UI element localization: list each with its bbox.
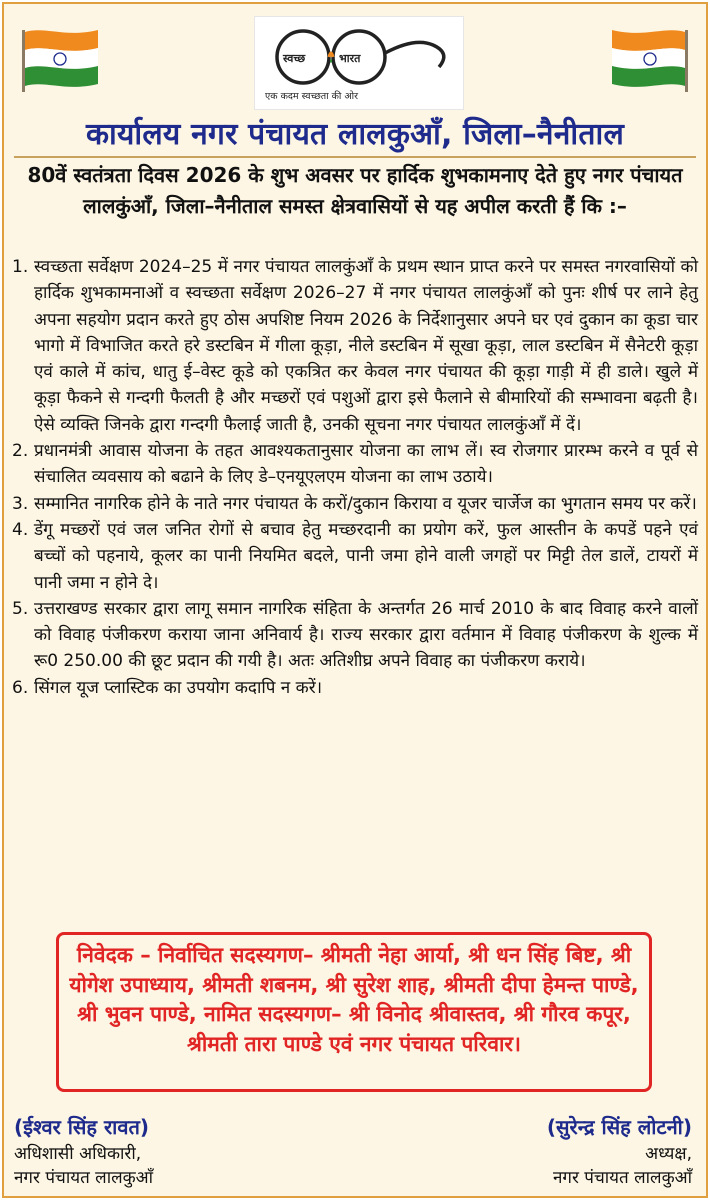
item-text: डेंगू मच्छरों एवं जल जनित रोगों से बचाव हेतु मच्छरदानी का प्रयोग करें, फुल आस्तीन के कपडें पहने एवं बच्चों को पहनाये, कूलर का पानी नियमित बदले, पानी जमा होने वाली जगहों पर मिट्टी तेल डालें, टायरों में पानी जमा न होने दे। — [34, 519, 698, 593]
advertisement-page — [2, 2, 708, 1198]
item-number: 6. — [12, 677, 29, 698]
list-item — [12, 675, 698, 701]
list-item — [12, 517, 698, 596]
logo-word-bharat: भारत — [339, 52, 361, 65]
signature-executive-officer — [14, 1112, 153, 1190]
title-divider — [14, 156, 696, 158]
list-item — [12, 438, 698, 491]
indian-flag-icon — [20, 24, 102, 94]
logo-tagline: एक कदम स्वच्छता की ओर — [265, 91, 359, 102]
item-text: सम्मानित नागरिक होने के नाते नगर पंचायत के करों/दुकान किराया व यूजर चार्जेज का भुगतान समय पर करें। — [34, 493, 697, 514]
signature-chairman — [547, 1112, 692, 1190]
swachh-bharat-logo — [254, 16, 464, 110]
item-number: 1. — [12, 257, 29, 277]
list-item — [12, 491, 698, 517]
item-number: 2. — [12, 441, 29, 462]
list-item — [12, 254, 698, 438]
item-number: 4. — [12, 519, 29, 540]
intro-appeal: 80वें स्वतंत्रता दिवस 2026 के शुभ अवसर पर हार्दिक शुभकामनाए देते हुए नगर पंचायत लालकुंआँ, जिला–नैनीताल समस्त क्षेत्रवासियों से यह अपील करती हैं कि :– — [27, 163, 683, 218]
item-text: स्वच्छता सर्वेक्षण 2024–25 में नगर पंचायत लालकुंआँ के प्रथम स्थान प्राप्त करने पर समस्त नगरवासियों को हार्दिक शुभकामनाओं व स्वच्छता सर्वेक्षण 2026–27 में नगर पंचायत लालकुंआँ को पुनः शीर्ष पर लाने हेतु अपना सहयोग प्रदान करते हुए ठोस अपशिष्ट नियम 2026 के निर्देशानुसार अपने घर एवं दुकान का कूडा चार भागो में विभाजित करते हरे डस्टबिन में गीला कूड़ा, नीले डस्टबिन में सूखा कूड़ा, लाल डस्टबिन में सैनेटरी कूड़ा एवं काले में कांच, धातु ई–वेस्ट कूडे को एकत्रित कर केवल नगर पंचायत की कूड़ा गाड़ी में ही डाले। खुले में कूड़ा फैकने से गन्दगी फैलती है और मच्छरों एवं पशुओं द्वारा इसे फैलाने से बीमारियों की सम्भावना बढ़ती है। ऐसे व्यक्ति जिनके द्वारा गन्दगी फैलाई जाती है, उनकी सूचना नगर पंचायत लालकुंआँ में दें। — [34, 257, 698, 435]
item-text: सिंगल यूज प्लास्टिक का उपयोग कदापि न करें। — [34, 677, 323, 698]
logo-word-swachh: स्वच्छ — [283, 52, 306, 65]
item-number: 3. — [12, 493, 29, 514]
indian-flag-icon — [608, 24, 690, 94]
signatory-name: (सुरेन्द्र सिंह लोटनी) — [546, 1115, 692, 1139]
item-text: उत्तराखण्ड सरकार द्वारा लागू समान नागरिक संहिता के अन्तर्गत 26 मार्च 2010 के बाद विवाह करने वालों को विवाह पंजीकरण कराया जाना अनिवार्य है। राज्य सरकार द्वारा वर्तमान में विवाह पंजीकरण के शुल्क में रू0 250.00 की छूट प्रदान की गयी है। अतः अतिशीघ्र अपने विवाह का पंजीकरण कराये। — [34, 598, 698, 672]
signatory-office: नगर पंचायत लालकुआँ — [552, 1168, 692, 1188]
signatory-office: नगर पंचायत लालकुआँ — [14, 1168, 154, 1188]
signatory-name: (ईश्वर सिंह रावत) — [14, 1115, 150, 1139]
petitioners-notice-box: निवेदक – निर्वाचित सदस्यगण– श्रीमती नेहा आर्या, श्री धन सिंह बिष्ट, श्री योगेश उपाध्याय, श्रीमती शबनम, श्री सुरेश शाह, श्रीमती दीपा हेमन्त पाण्डे, श्री भुवन पाण्डे, नामित सदस्यगण– श्री विनोद श्रीवास्तव, श्री गौरव कपूर, श्रीमती तारा पाण्डे एवं नगर पंचायत परिवार। — [56, 932, 652, 1092]
item-number: 5. — [12, 598, 29, 619]
office-title: कार्यालय नगर पंचायत लालकुआँ, जिला–नैनीताल — [85, 117, 625, 152]
signatory-role: अधिशासी अधिकारी, — [14, 1144, 142, 1164]
item-text: प्रधानमंत्री आवास योजना के तहत आवश्यकतानुसार योजना का लाभ लें। स्व रोजगार प्रारम्भ करने व पूर्व से संचालित व्यवसाय को बढाने के लिए डे–एनयूएलएम योजना का लाभ उठाये। — [34, 441, 698, 488]
appeal-list — [12, 254, 698, 701]
signatory-role: अध्यक्ष, — [645, 1144, 692, 1164]
list-item — [12, 596, 698, 675]
